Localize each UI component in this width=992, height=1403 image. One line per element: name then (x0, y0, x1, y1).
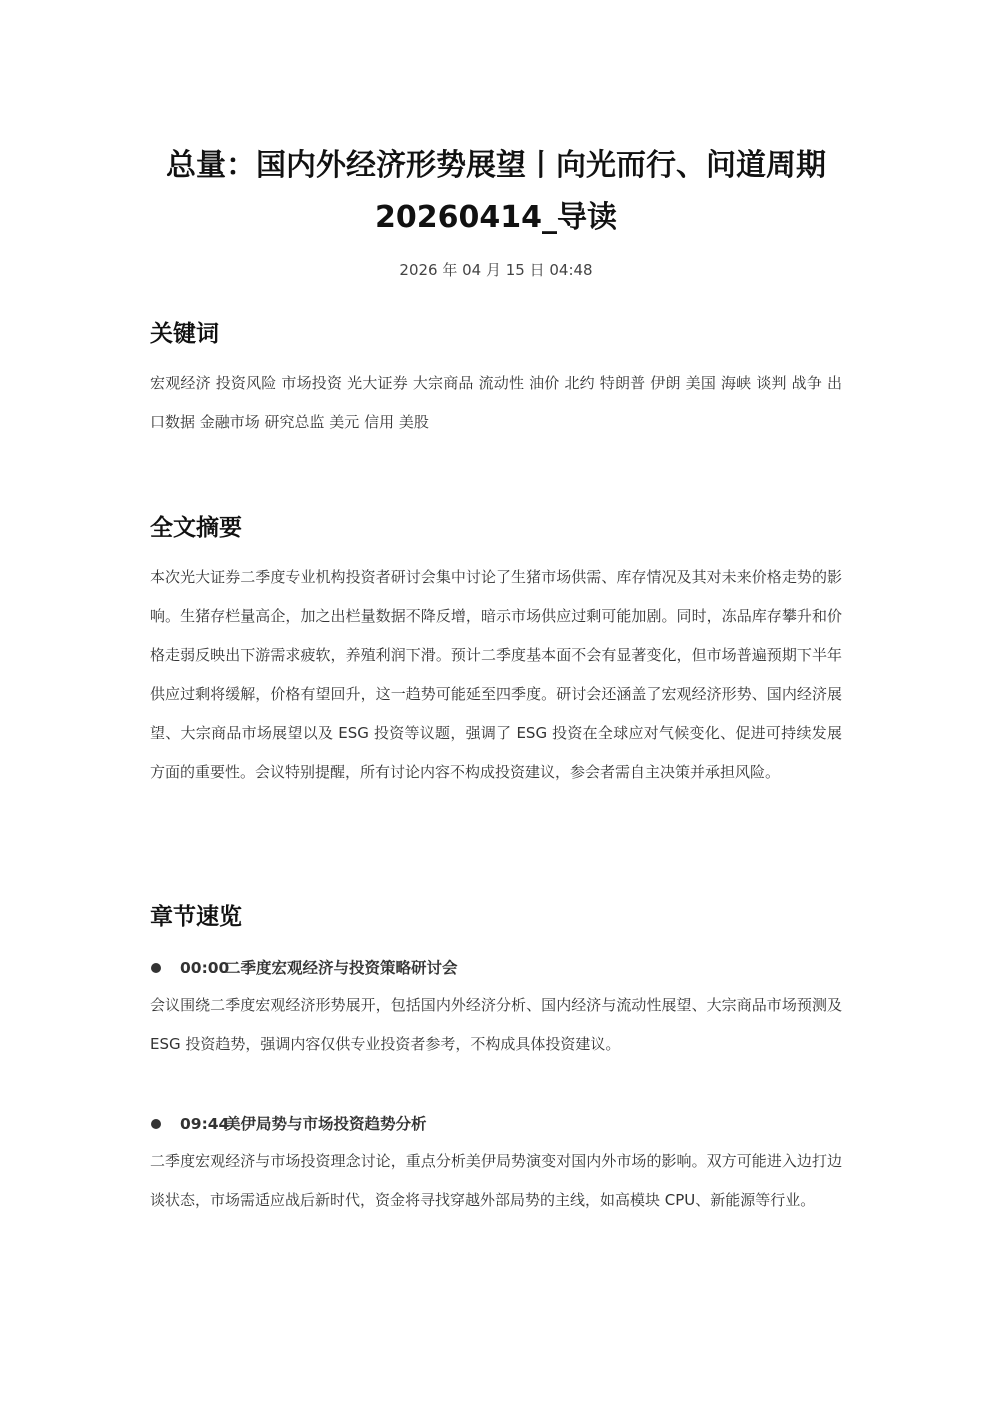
document-date: 2026 年 04 月 15 日 04:48 (399, 261, 593, 279)
chapter-time: 00:00 (180, 959, 230, 977)
document-title (100, 140, 892, 244)
chapter-time: 09:44 (180, 1115, 230, 1133)
chapters-heading: 章节速览 (150, 904, 242, 930)
chapter-item-1-header (150, 955, 842, 981)
chapter-item-2-text: 二季度宏观经济与市场投资理念讨论，重点分析美伊局势演变对国内外市场的影响。双方可能进入边打边谈状态，市场需适应战后新时代，资金将寻找穿越外部局势的主线，如高模块 CPU、新能源等行业。 (150, 1152, 842, 1209)
title-line-1: 总量：国内外经济形势展望丨向光而行、问道周期 (166, 148, 826, 183)
summary-text: 本次光大证券二季度专业机构投资者研讨会集中讨论了生猪市场供需、库存情况及其对未来价格走势的影响。生猪存栏量高企，加之出栏量数据不降反增，暗示市场供应过剩可能加剧。同时，冻品库存攀升和价格走弱反映出下游需求疲软，养殖利润下滑。预计二季度基本面不会有显著变化，但市场普遍预期下半年供应过剩将缓解，价格有望回升，这一趋势可能延至四季度。研讨会还涵盖了宏观经济形势、国内经济展望、大宗商品市场展望以及 ESG 投资等议题，强调了 ESG 投资在全球应对气候变化、促进可持续发展方面的重要性。会议特别提醒，所有讨论内容不构成投资建议，参会者需自主决策并承担风险。 (150, 568, 842, 781)
keywords-heading: 关键词 (150, 321, 219, 347)
chapter-item-1-text: 会议围绕二季度宏观经济形势展开，包括国内外经济分析、国内经济与流动性展望、大宗商品市场预测及 ESG 投资趋势，强调内容仅供专业投资者参考，不构成具体投资建议。 (150, 996, 842, 1053)
chapter-title: 二季度宏观经济与投资策略研讨会 (225, 959, 458, 977)
bullet-icon (151, 963, 161, 973)
keywords-text: 宏观经济 投资风险 市场投资 光大证券 大宗商品 流动性 油价 北约 特朗普 伊朗 美国 海峡 谈判 战争 出口数据 金融市场 研究总监 美元 信用 美股 (150, 374, 842, 431)
bullet-icon (151, 1119, 161, 1129)
chapter-title: 美伊局势与市场投资趋势分析 (225, 1115, 427, 1133)
chapter-item-2-header (150, 1111, 842, 1137)
title-line-2: 20260414_导读 (375, 200, 617, 235)
summary-heading: 全文摘要 (150, 515, 242, 541)
